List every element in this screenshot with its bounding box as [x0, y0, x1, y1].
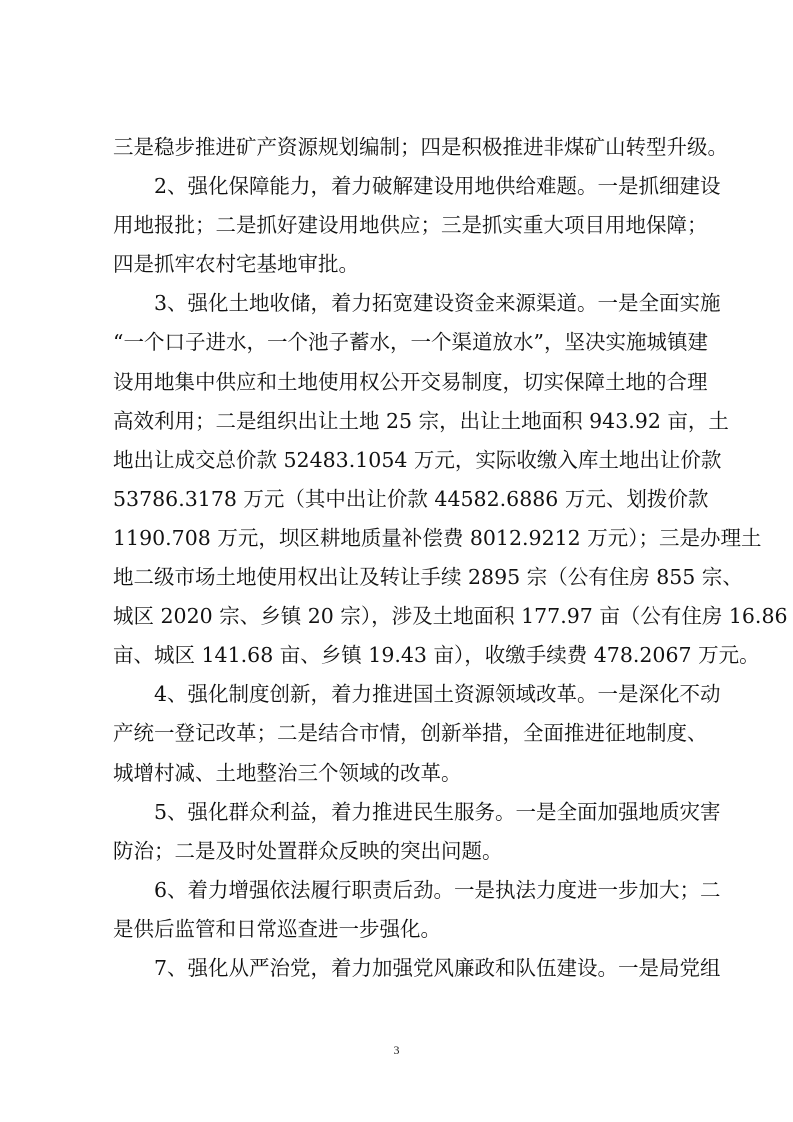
- text-line: 城区 2020 宗、乡镇 20 宗），涉及土地面积 177.97 亩（公有住房 16.86: [113, 604, 788, 629]
- text-line: 地二级市场土地使用权出让及转让手续 2895 宗（公有住房 855 宗、: [113, 565, 743, 590]
- text-line: 用地报批；二是抓好建设用地供应；三是抓实重大项目用地保障；: [113, 213, 708, 238]
- text-line: “一个口子进水，一个池子蓄水，一个渠道放水”，坚决实施城镇建: [113, 330, 708, 355]
- text-line: 三是稳步推进矿产资源规划编制；四是积极推进非煤矿山转型升级。: [113, 135, 728, 159]
- paragraph-4-start: 4、强化制度创新，着力推进国土资源领域改革。一是深化不动: [154, 682, 721, 707]
- text-line: 亩、城区 141.68 亩、乡镇 19.43 亩），收缴手续费 478.2067 万元。: [113, 643, 760, 668]
- paragraph-3-start: 3、强化土地收储，着力拓宽建设资金来源渠道。一是全面实施: [154, 291, 721, 316]
- paragraph-7-start: 7、强化从严治党，着力加强党风廉政和队伍建设。一是局党组: [154, 955, 721, 980]
- text-line: 产统一登记改革；二是结合市情，创新举措，全面推进征地制度、: [113, 721, 708, 746]
- text-line: 设用地集中供应和土地使用权公开交易制度，切实保障土地的合理: [113, 369, 708, 394]
- text-line: 地出让成交总价款 52483.1054 万元，实际收缴入库土地出让价款: [113, 447, 722, 472]
- text-line: 城增村减、土地整治三个领域的改革。: [113, 760, 462, 785]
- text-line: 是供后监管和日常巡查进一步强化。: [113, 916, 441, 941]
- text-line: 53786.3178 万元（其中出让价款 44582.6886 万元、划拨价款: [113, 486, 709, 511]
- text-line: 四是抓牢农村宅基地审批。: [113, 252, 359, 277]
- paragraph-2-start: 2、强化保障能力，着力破解建设用地供给难题。一是抓细建设: [154, 174, 721, 199]
- text-line: 1190.708 万元，坝区耕地质量补偿费 8012.9212 万元）；三是办理土: [113, 525, 762, 550]
- body-text: [113, 128, 788, 988]
- text-line: 高效利用；二是组织出让土地 25 宗，出让土地面积 943.92 亩，土: [113, 408, 729, 433]
- paragraph-6-start: 6、着力增强依法履行职责后劲。一是执法力度进一步加大；二: [154, 877, 721, 902]
- text-line: 防治；二是及时处置群众反映的突出问题。: [113, 838, 503, 863]
- paragraph-5-start: 5、强化群众利益，着力推进民生服务。一是全面加强地质灾害: [154, 799, 721, 824]
- page-number: 3: [393, 1043, 400, 1057]
